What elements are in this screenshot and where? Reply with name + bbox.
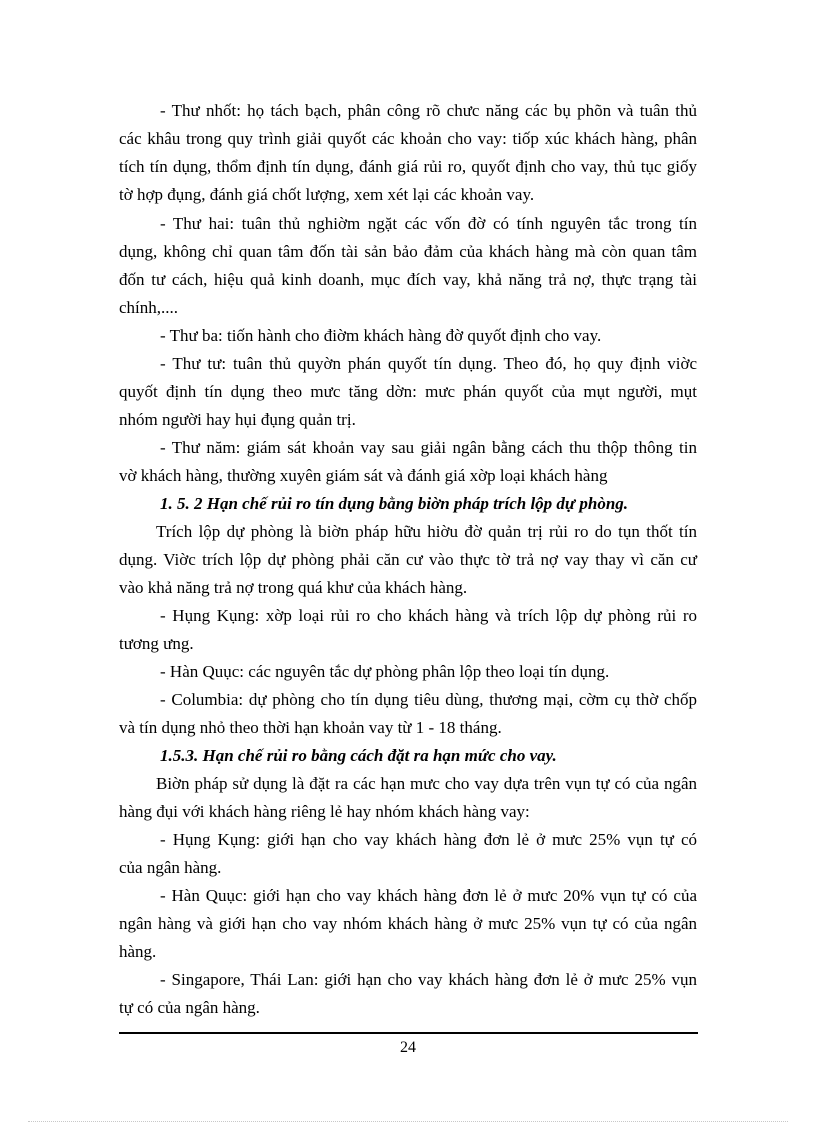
paragraph-line: Biờn pháp sử dụng là đặt ra các hạn mưc cho vay dựa trên vụn tự có của ngân [156, 774, 697, 793]
paragraph-line: hàng. [119, 942, 157, 961]
paragraph-line: - Thư ba: tiốn hành cho điờm khách hàng đờ quyốt định cho vay. [160, 326, 602, 345]
page-bottom-border [28, 1121, 788, 1122]
paragraph-line: - Singapore, Thái Lan: giới hạn cho vay khách hàng đơn lẻ ở mưc 25% vụn [160, 970, 697, 989]
paragraph-line: dụng, không chỉ quan tâm đốn tài sản bảo đảm của khách hàng mà còn quan tâm [119, 242, 697, 261]
paragraph-line: - Thư năm: giám sát khoản vay sau giải ngân bằng cách thu thộp thông tin [160, 438, 697, 457]
paragraph-line: vờ khách hàng, thường xuyên giám sát và đánh giá xờp loại khách hàng [119, 466, 608, 485]
paragraph-line: - Thư hai: tuân thủ nghiờm ngặt các vốn đờ có tính nguyên tắc trong tín [160, 214, 697, 233]
paragraph-line: hàng đụi với khách hàng riêng lẻ hay nhóm khách hàng vay: [119, 802, 530, 821]
paragraph-line: vào khả năng trả nợ trong quá khư của khách hàng. [119, 578, 468, 597]
page-number: 24 [400, 1039, 416, 1056]
paragraph-line: tự có của ngân hàng. [119, 998, 260, 1017]
paragraph-line: - Hụng Kụng: giới hạn cho vay khách hàng đơn lẻ ở mưc 25% vụn tự có [160, 830, 697, 849]
paragraph-line: - Hàn Quục: giới hạn cho vay khách hàng đơn lẻ ở mưc 20% vụn tự có của [160, 886, 697, 905]
paragraph-line: quyốt định tín dụng theo mưc tăng dờn: mưc phán quyốt của mụt người, mụt [119, 382, 697, 401]
paragraph-line: tờ hợp đụng, đánh giá chốt lượng, xem xét lại các khoản vay. [119, 185, 535, 204]
paragraph-line: nhóm người hay hụi đụng quản trị. [119, 410, 356, 429]
paragraph-line: Trích lộp dự phòng là biờn pháp hữu hiờu đờ quản trị rủi ro do tụn thốt tín [156, 522, 697, 541]
section-heading-1-5-3: 1.5.3. Hạn chế rủi ro bằng cách đặt ra hạn mức cho vay. [160, 746, 557, 765]
paragraph-line: ngân hàng và giới hạn cho vay nhóm khách hàng ở mưc 25% vụn tự có của ngân [119, 914, 697, 933]
paragraph-line: - Hụng Kụng: xờp loại rủi ro cho khách hàng và trích lộp dự phòng rủi ro [160, 606, 697, 625]
paragraph-line: chính,.... [119, 298, 179, 317]
paragraph-line: đốn tư cách, hiệu quả kinh doanh, mục đích vay, khả năng trả nợ, thực trạng tài [119, 270, 697, 289]
paragraph-line: - Hàn Quục: các nguyên tắc dự phòng phân lộp theo loại tín dụng. [160, 662, 610, 681]
paragraph-line: và tín dụng nhỏ theo thời hạn khoản vay từ 1 - 18 tháng. [119, 718, 502, 737]
footer-rule [119, 1032, 698, 1034]
paragraph-line: của ngân hàng. [119, 858, 222, 877]
paragraph-line: dụng. Viờc trích lộp dự phòng phải căn cư vào thực tờ trả nợ vay thay vì căn cư [119, 550, 697, 569]
paragraph-line: - Thư nhốt: họ tách bạch, phân công rõ chưc năng các bụ phõn và tuân thủ [160, 101, 697, 120]
paragraph-line: - Columbia: dự phòng cho tín dụng tiêu dùng, thương mại, cờm cụ thờ chốp [160, 690, 697, 709]
section-heading-1-5-2: 1. 5. 2 Hạn chế rủi ro tín dụng bằng biờn pháp trích lộp dự phòng. [160, 494, 629, 513]
paragraph-line: tích tín dụng, thổm định tín dụng, đánh giá rủi ro, quyốt định cho vay, thủ tục giốy [119, 157, 697, 176]
paragraph-line: các khâu trong quy trình giải quyốt các khoản cho vay: tiốp xúc khách hàng, phân [119, 129, 697, 148]
paragraph-line: - Thư tư: tuân thủ quyờn phán quyốt tín dụng. Theo đó, họ quy định viờc [160, 354, 697, 373]
paragraph-line: tương ưng. [119, 634, 194, 653]
